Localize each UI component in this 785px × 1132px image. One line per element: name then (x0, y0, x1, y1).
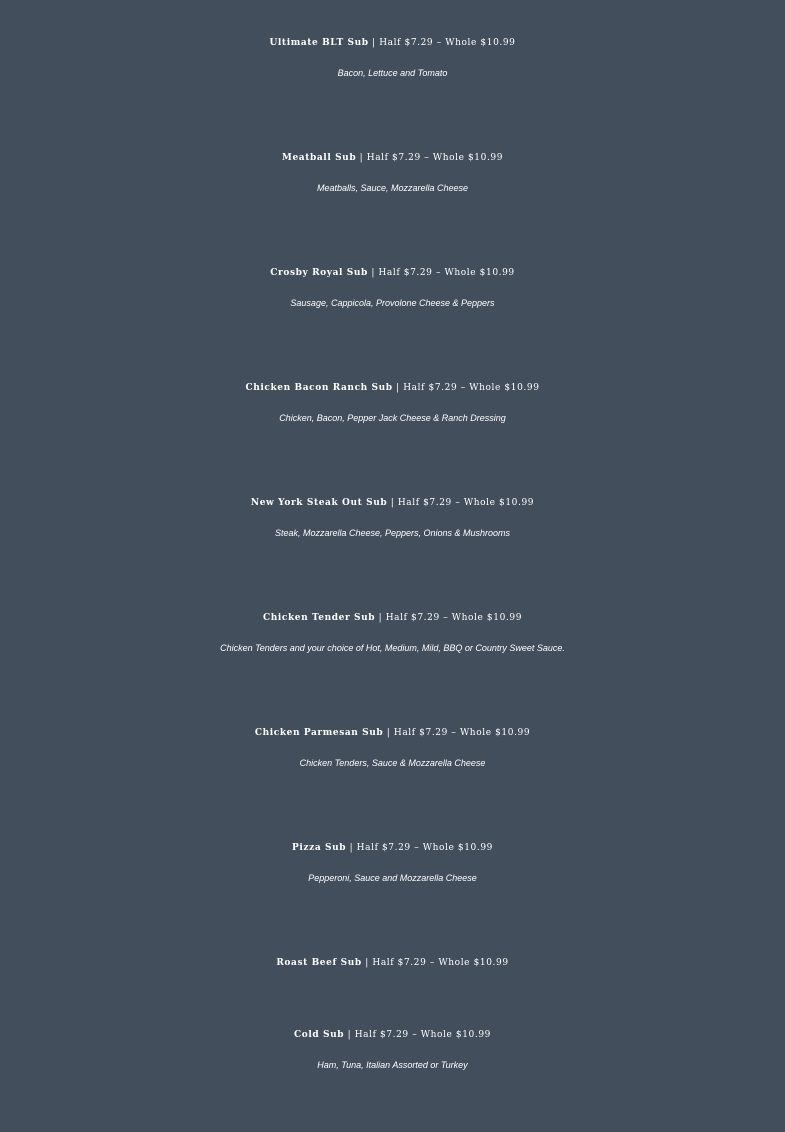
menu-item-title (0, 605, 785, 631)
menu-item-description: Chicken Tenders and your choice of Hot, Medium, Mild, BBQ or Country Sweet Sauce. (220, 643, 565, 653)
menu-item-price: | Half $7.29 – Whole $10.99 (346, 843, 493, 853)
menu-item-chicken-parmesan-sub (0, 720, 785, 772)
menu-item-title (0, 260, 785, 286)
menu-item-description: Chicken, Bacon, Pepper Jack Cheese & Ranch Dressing (279, 413, 506, 423)
menu-item-description: Ham, Tuna, Italian Assorted or Turkey (317, 1060, 468, 1070)
menu-item-name: Meatball Sub (281, 153, 357, 163)
menu-item-title (0, 30, 785, 56)
menu-item-title (0, 490, 785, 516)
menu-item-price: | Half $7.29 – Whole $10.99 (361, 958, 509, 968)
menu-item-new-york-steak-out-sub (0, 490, 785, 542)
menu-item-name: New York Steak Out Sub (250, 498, 388, 508)
menu-item-title (0, 375, 785, 401)
menu-item-description: Sausage, Cappicola, Provolone Cheese & Peppers (290, 298, 495, 308)
menu-item-meatball-sub (0, 145, 785, 197)
menu-item-title (0, 950, 785, 976)
menu-item-title (0, 1022, 785, 1048)
menu-item-price: | Half $7.29 – Whole $10.99 (367, 268, 515, 278)
menu-item-description: Chicken Tenders, Sauce & Mozzarella Cheese (299, 758, 486, 768)
menu-item-name: Cold Sub (293, 1030, 345, 1040)
menu-item-price: | Half $7.29 – Whole $10.99 (375, 613, 523, 623)
menu-item-description: Bacon, Lettuce and Tomato (337, 68, 448, 78)
menu-item-price: | Half $7.29 – Whole $10.99 (387, 498, 535, 508)
menu-item-name: Crosby Royal Sub (270, 268, 368, 278)
menu-item-chicken-tender-sub (0, 605, 785, 657)
menu-item-price: | Half $7.29 – Whole $10.99 (344, 1030, 491, 1040)
menu-item-name: Chicken Parmesan Sub (254, 728, 384, 738)
menu-item-description: Pepperoni, Sauce and Mozzarella Cheese (308, 873, 477, 883)
menu-item-pizza-sub (0, 835, 785, 887)
menu-item-chicken-bacon-ranch-sub (0, 375, 785, 427)
menu-item-name: Pizza Sub (292, 843, 347, 853)
menu-item-title (0, 145, 785, 171)
menu-item-crosby-royal-sub (0, 260, 785, 312)
menu-item-description: Meatballs, Sauce, Mozzarella Cheese (316, 183, 469, 193)
menu-item-name: Ultimate BLT Sub (269, 38, 369, 48)
menu-item-name: Roast Beef Sub (276, 958, 362, 968)
menu-item-title (0, 835, 785, 861)
menu-item-ultimate-blt-sub (0, 30, 785, 82)
menu-item-description: Steak, Mozzarella Cheese, Peppers, Onions & Mushrooms (274, 528, 511, 538)
menu-item-name: Chicken Tender Sub (262, 613, 376, 623)
menu-item-price: | Half $7.29 – Whole $10.99 (392, 383, 540, 393)
menu-item-roast-beef-sub (0, 950, 785, 976)
menu-item-price: | Half $7.29 – Whole $10.99 (383, 728, 531, 738)
menu-item-price: | Half $7.29 – Whole $10.99 (368, 38, 516, 48)
menu-item-cold-sub (0, 1022, 785, 1074)
menu-item-title (0, 720, 785, 746)
menu-item-name: Chicken Bacon Ranch Sub (245, 383, 393, 393)
menu-item-price: | Half $7.29 – Whole $10.99 (356, 153, 504, 163)
